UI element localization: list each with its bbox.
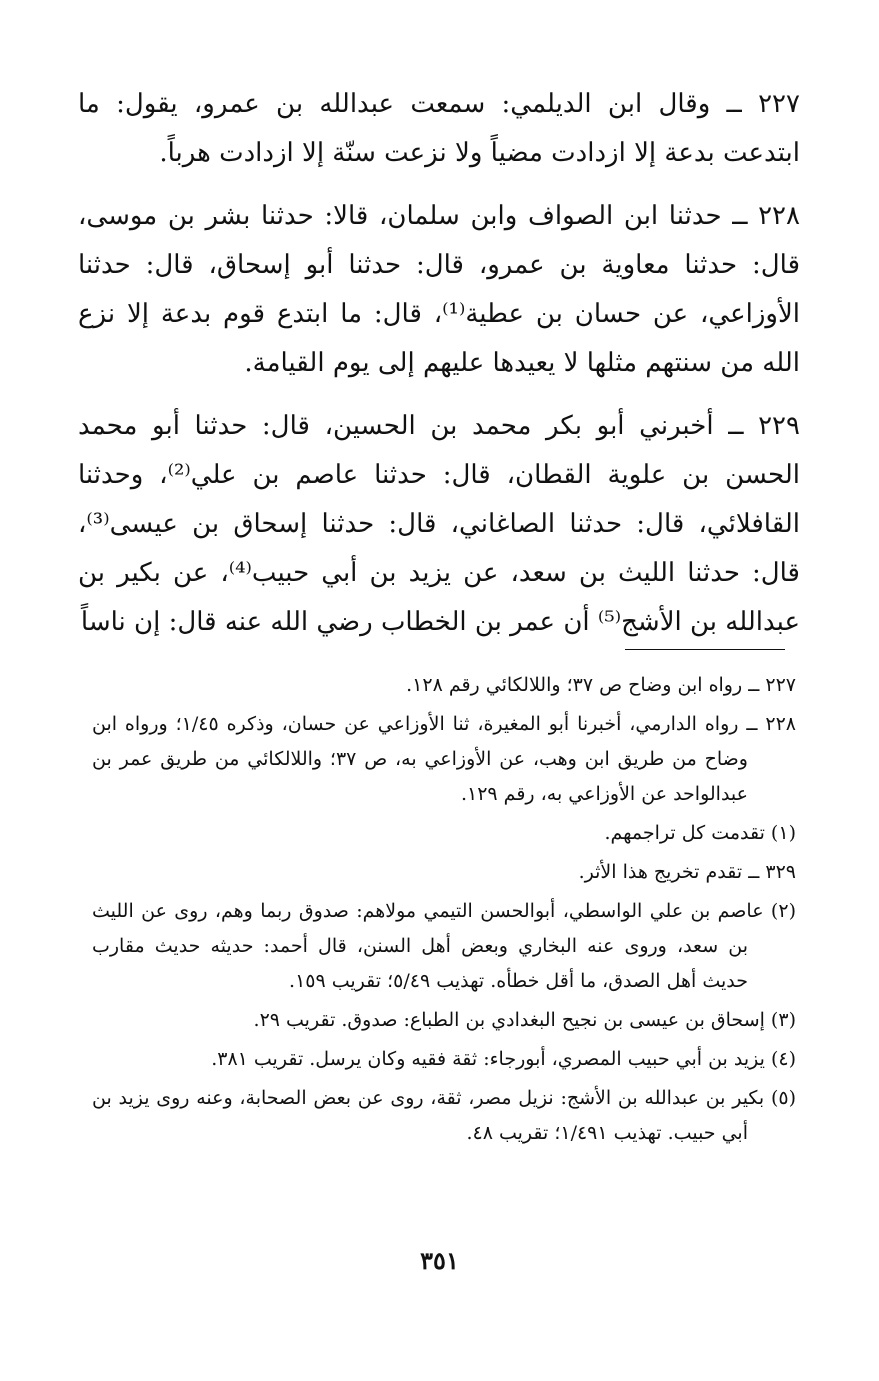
footnote-227: ٢٢٧ ــ رواه ابن وضاح ص ٣٧؛ واللالكائي رقم ١٢٨. bbox=[406, 674, 796, 696]
footnotes bbox=[92, 668, 796, 1155]
main-text bbox=[78, 80, 800, 661]
footnote-1: (١) تقدمت كل تراجمهم. bbox=[604, 822, 796, 844]
page-number: ٣٥١ bbox=[420, 1246, 459, 1275]
footnote-2: (٢) عاصم بن علي الواسطي، أبوالحسن التيمي مولاهم: صدوق ربما وهم، روى عن الليث بن سعد، وروى عنه البخاري وبعض أهل السنن، قال أحمد: حديثه حديث مقارب حديث أهل الصدق، ما أقل خطأه. تهذيب ٥/٤٩؛ تقريب ١٥٩. bbox=[92, 900, 796, 992]
paragraph-228: ٢٢٨ ــ حدثنا ابن الصواف وابن سلمان، قالا: حدثنا بشر بن موسى، قال: حدثنا معاوية بن عمرو، قال: حدثنا أبو إسحاق، قال: حدثنا الأوزاعي، عن حسان بن عطية⁽¹⁾، قال: ما ابتدع قوم بدعة إلا نزع الله من سنتهم مثلها لا يعيدها عليهم إلى يوم القيامة. bbox=[78, 201, 801, 378]
footnote-3: (٣) إسحاق بن عيسى بن نجيح البغدادي بن الطباع: صدوق. تقريب ٢٩. bbox=[253, 1009, 796, 1031]
footnote-4: (٤) يزيد بن أبي حبيب المصري، أبورجاء: ثقة فقيه وكان يرسل. تقريب ٣٨١. bbox=[211, 1048, 796, 1070]
footnote-5: (٥) بكير بن عبدالله بن الأشج: نزيل مصر، ثقة، روى عن بعض الصحابة، وعنه روى يزيد بن أبي حبيب. تهذيب ١/٤٩١؛ تقريب ٤٨. bbox=[92, 1087, 796, 1144]
paragraph-227: ٢٢٧ ــ وقال ابن الديلمي: سمعت عبدالله بن عمرو، يقول: ما ابتدعت بدعة إلا ازدادت مضياً ولا نزعت سنّة إلا ازدادت هرباً. bbox=[78, 89, 800, 168]
footnote-329: ٣٢٩ ــ تقدم تخريج هذا الأثر. bbox=[578, 861, 796, 883]
footnote-228: ٢٢٨ ــ رواه الدارمي، أخبرنا أبو المغيرة، ثنا الأوزاعي عن حسان، وذكره ١/٤٥؛ ورواه ابن وضاح من طريق ابن وهب، عن الأوزاعي به، ص ٣٧؛ واللالكائي من طريق عمر بن عبدالواحد عن الأوزاعي به، رقم ١٢٩. bbox=[92, 713, 796, 805]
paragraph-229: ٢٢٩ ــ أخبرني أبو بكر محمد بن الحسين، قال: حدثنا أبو محمد الحسن بن علوية القطان، قال: حدثنا عاصم بن علي⁽²⁾، وحدثنا القافلائي، قال: حدثنا الصاغاني، قال: حدثنا إسحاق بن عيسى⁽³⁾، قال: حدثنا الليث بن سعد، عن يزيد بن أبي حبيب⁽⁴⁾، عن بكير بن عبدالله بن الأشج⁽⁵⁾ أن عمر بن الخطاب رضي الله عنه قال: إن ناساً bbox=[78, 411, 800, 637]
footnote-separator bbox=[625, 649, 785, 650]
